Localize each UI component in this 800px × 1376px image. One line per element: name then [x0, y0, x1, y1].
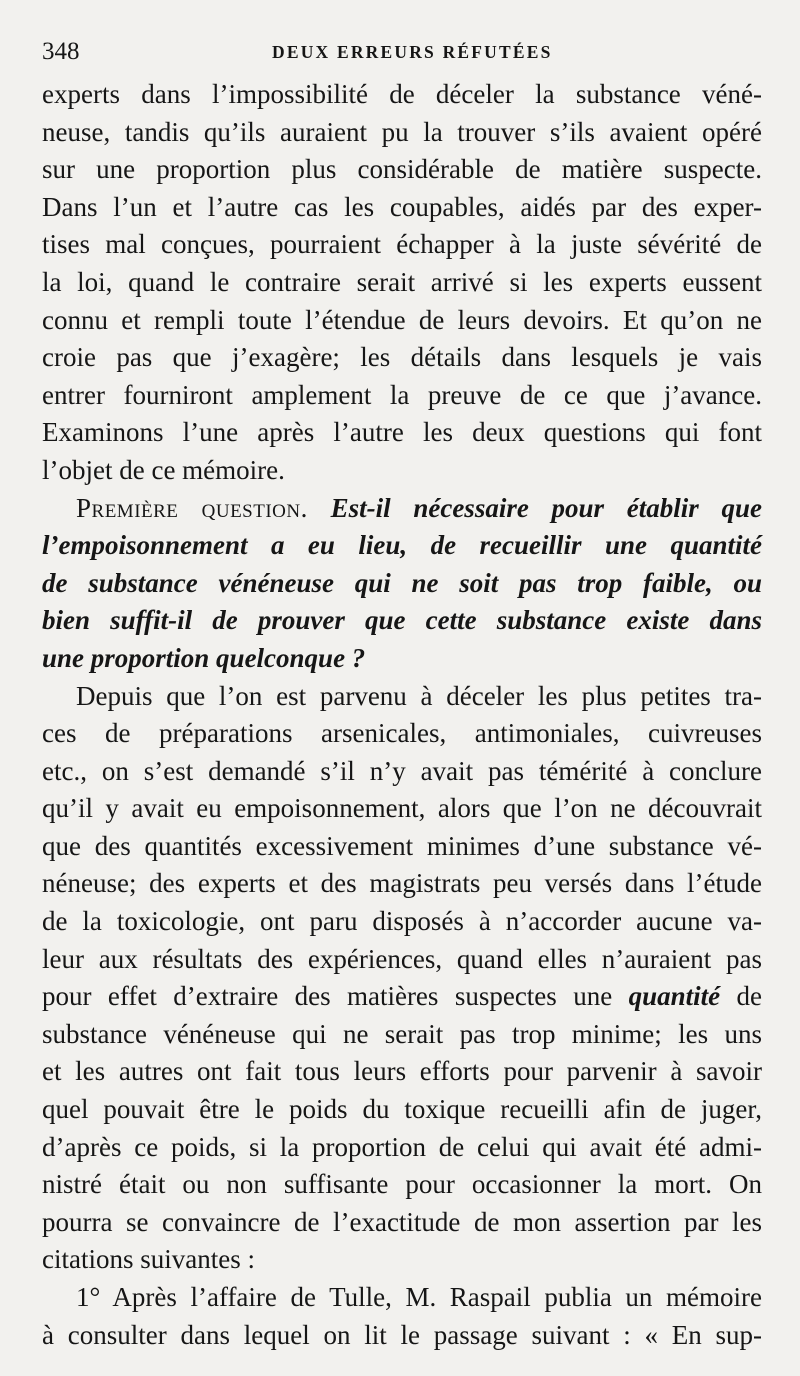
text-line: ces de préparations arsenicales, antimoniales, cuivreuses [42, 718, 762, 749]
question-line: une proportion quelconque ? [42, 642, 366, 673]
question-line: de substance vénéneuse qui ne soit pas trop faible, ou [42, 567, 762, 598]
text-line: leur aux résultats des expériences, quand elles n’auraient pas [42, 943, 762, 974]
text-line: citations suivantes : [42, 1244, 255, 1275]
question-text: Est-il nécessaire pour établir que [330, 492, 763, 523]
text-line: à consulter dans lequel on lit le passage suivant : « En sup- [42, 1319, 762, 1350]
text-segment: de [736, 981, 763, 1012]
question-heading [42, 490, 762, 678]
text-line: sur une proportion plus considérable de matière suspecte. [42, 154, 762, 185]
text-line: qu’il y avait eu empoisonnement, alors que l’on ne découvrait [42, 793, 762, 824]
text-line-quantite [42, 978, 762, 1016]
paragraph-1 [42, 76, 762, 490]
text-line: de la toxicologie, ont paru disposés à n’accorder aucune va- [42, 906, 762, 937]
text-line: Dans l’un et l’autre cas les coupables, aidés par des exper- [42, 191, 762, 222]
running-head [42, 36, 762, 76]
text-line: néneuse; des experts et des magistrats peu versés dans l’étude [42, 868, 762, 899]
text-line: d’après ce poids, si la proportion de celui qui avait été admi- [42, 1131, 762, 1162]
text-line: et les autres ont fait tous leurs efforts pour parvenir à savoir [42, 1056, 762, 1087]
text-line: que des quantités excessivement minimes d’une substance vé- [42, 830, 762, 861]
text-line: entrer fourniront amplement la preuve de ce que j’avance. [42, 379, 762, 410]
paragraph-2 [42, 678, 762, 1280]
text-line: la loi, quand le contraire serait arrivé si les experts eussent [42, 266, 762, 297]
question-label: Première question. [76, 492, 308, 523]
text-segment: pour effet d’extraire des matières suspectes une [42, 981, 613, 1012]
page-number: 348 [42, 38, 80, 65]
emphasis-quantite: quantité [628, 981, 721, 1012]
text-line: etc., on s’est demandé s’il n’y avait pas témérité à conclure [42, 755, 762, 786]
text-line: nistré était ou non suffisante pour occasionner la mort. On [42, 1169, 762, 1200]
text-line: experts dans l’impossibilité de déceler la substance véné- [42, 79, 762, 109]
text-line: neuse, tandis qu’ils auraient pu la trouver s’ils avaient opéré [42, 116, 762, 147]
text-line: Depuis que l’on est parvenu à déceler les plus petites tra- [76, 680, 762, 711]
running-title: DEUX ERREURS RÉFUTÉES [272, 42, 553, 62]
question-line: l’empoisonnement a eu lieu, de recueillir une quantité [42, 530, 762, 561]
text-line: croie pas que j’exagère; les détails dans lesquels je vais [42, 342, 762, 373]
text-line: pourra se convaincre de l’exactitude de mon assertion par les [42, 1206, 762, 1237]
text-line: l’objet de ce mémoire. [42, 454, 285, 485]
text-line: quel pouvait être le poids du toxique recueilli afin de juger, [42, 1094, 762, 1125]
text-line: tises mal conçues, pourraient échapper à la juste sévérité de [42, 229, 762, 260]
question-line [42, 490, 762, 528]
text-line: connu et rempli toute l’étendue de leurs devoirs. Et qu’on ne [42, 304, 762, 335]
text-line: substance vénéneuse qui ne serait pas trop minime; les uns [42, 1018, 762, 1049]
text-line: 1° Après l’affaire de Tulle, M. Raspail publia un mémoire [76, 1282, 762, 1312]
paragraph-3 [42, 1279, 762, 1354]
question-line: bien suffit-il de prouver que cette substance existe dans [42, 605, 762, 636]
text-line: Examinons l’une après l’autre les deux questions qui font [42, 417, 762, 448]
